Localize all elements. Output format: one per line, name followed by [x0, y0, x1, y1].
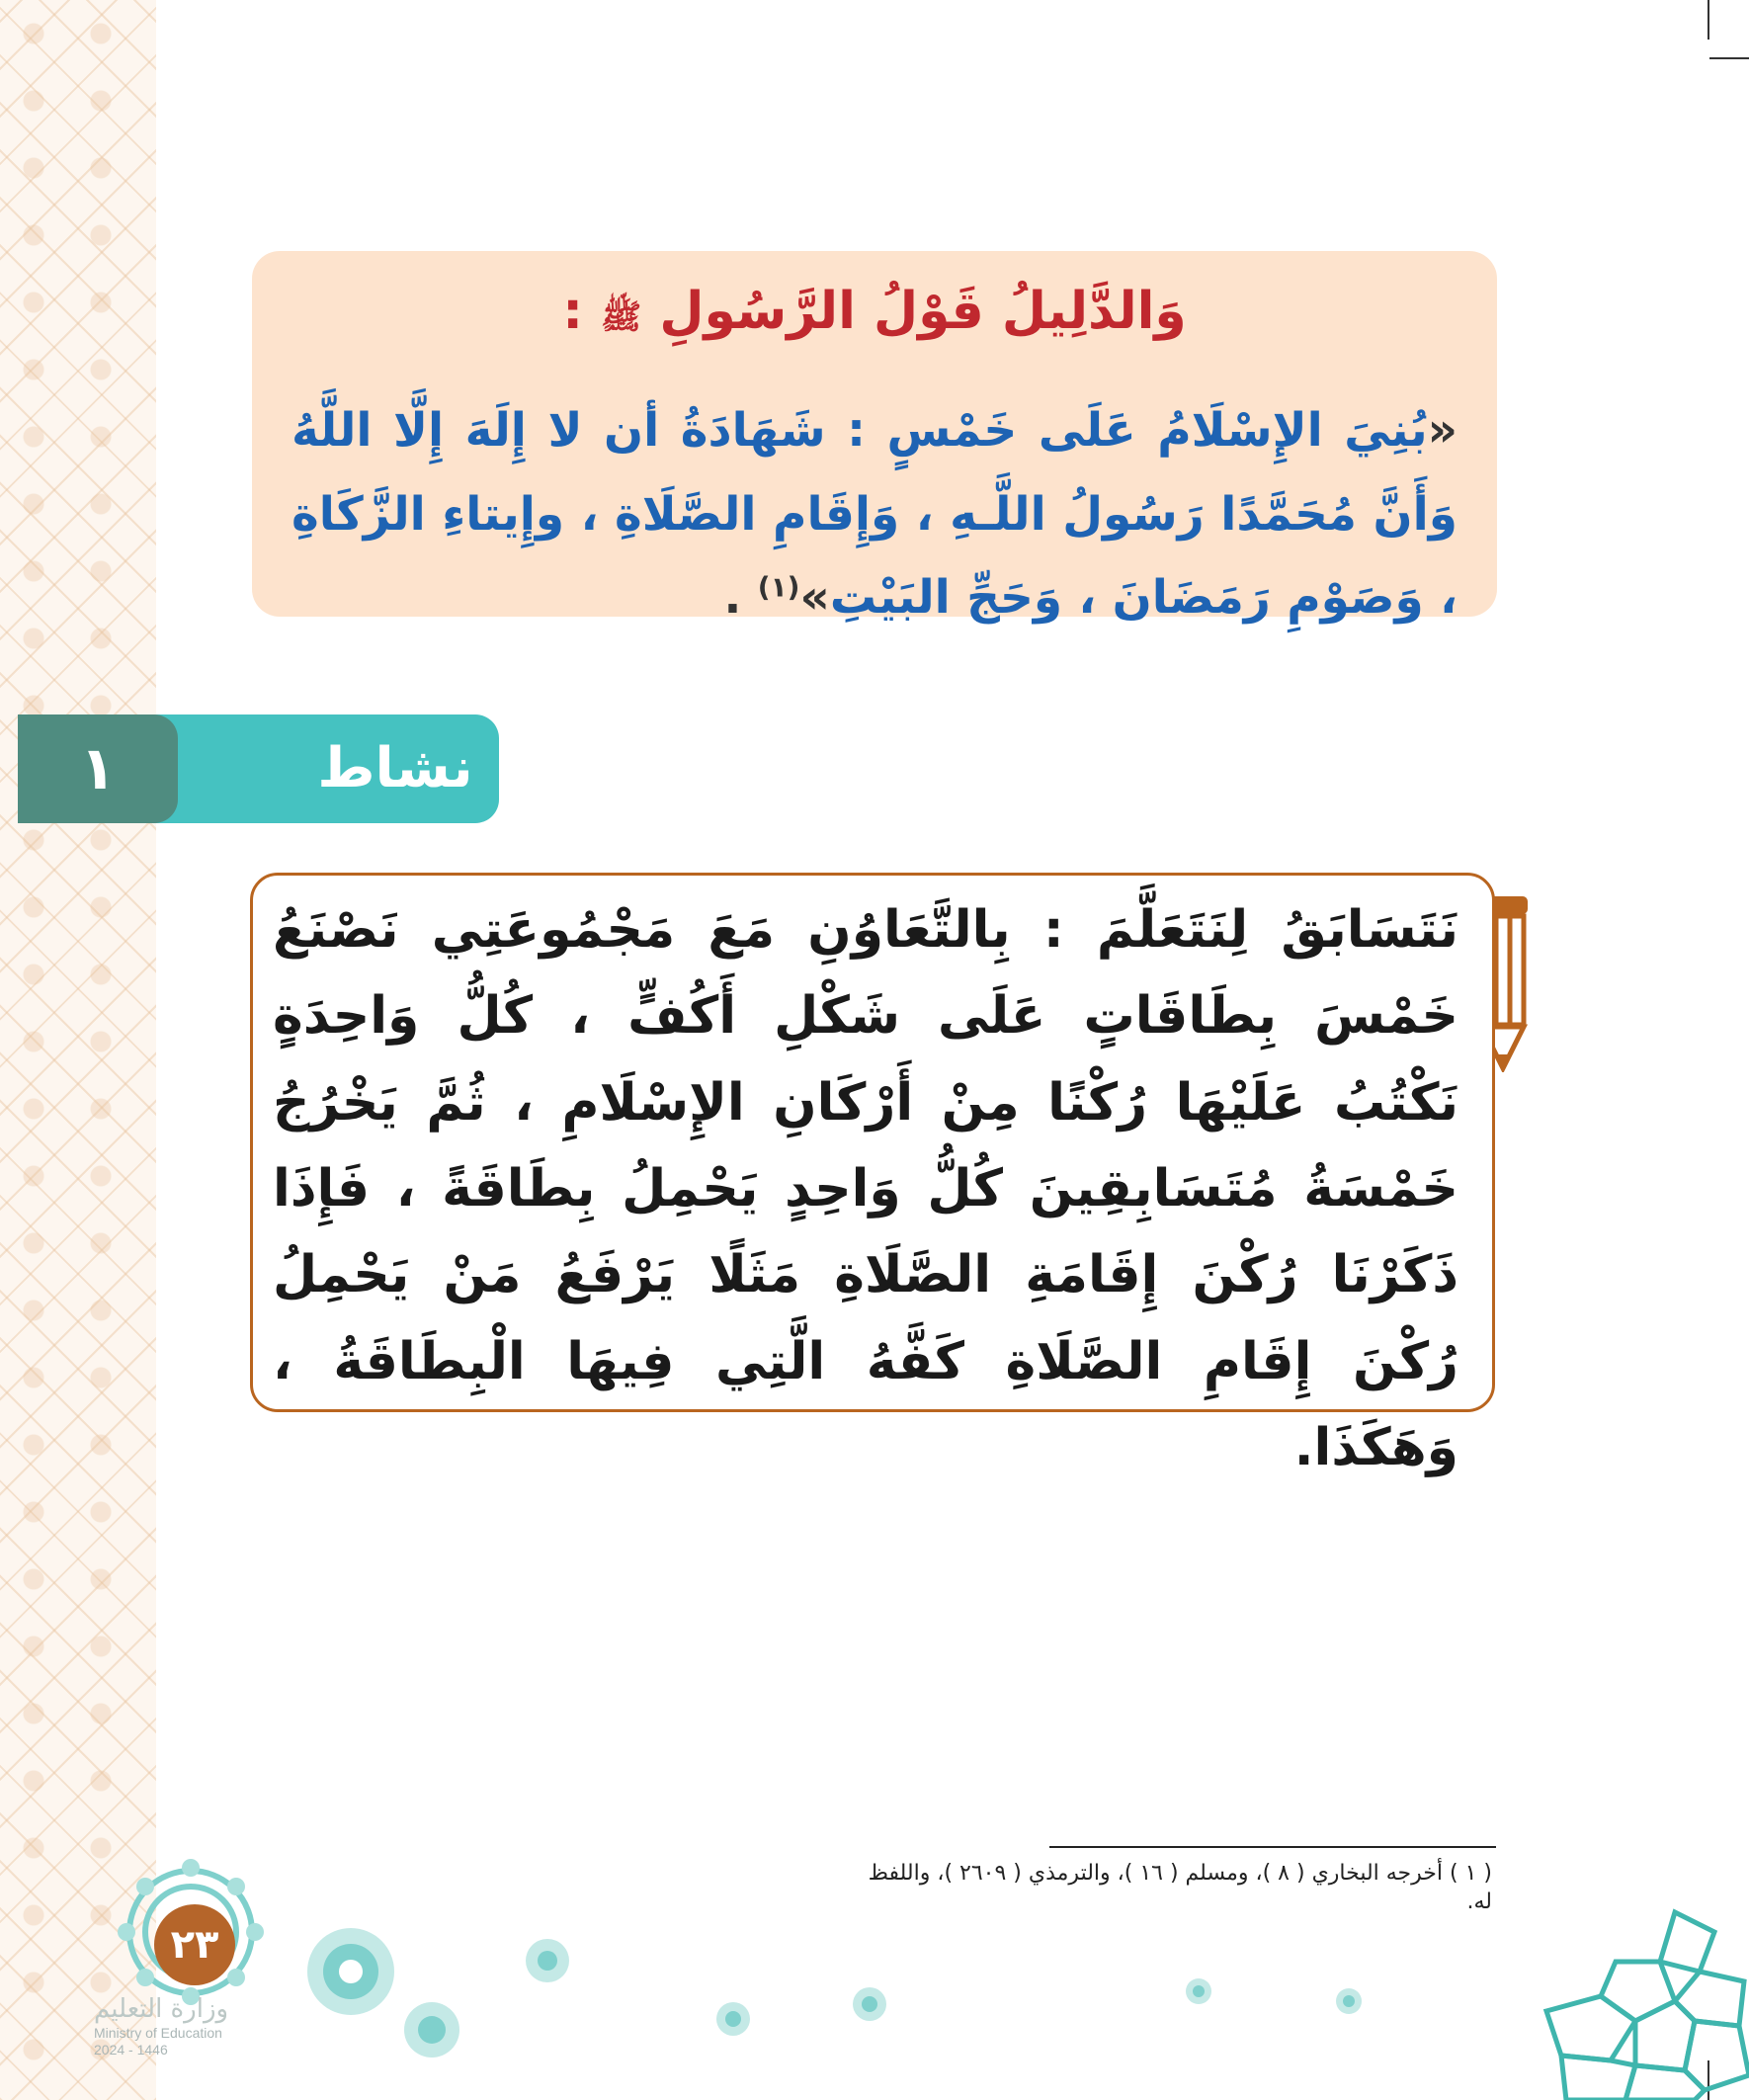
crop-mark: [1709, 57, 1749, 59]
hadith-card: [252, 251, 1497, 626]
decorative-rosette: [713, 1999, 753, 2039]
hadith-body-text: بُنِيَ الإِسْلَامُ عَلَى خَمْسٍ : شَهَادَةُ أن لا إِلَهَ إِلَّا اللَّهُ وَأَنَّ مُحَمَّدًا رَسُولُ اللَّـهِ ، وَإِقَامِ الصَّلَاةِ ، وإِيتاءِ الزَّكَاةِ ، وَصَوْمِ رَمَضَانَ ، وَحَجِّ البَيْتِ: [292, 403, 1458, 626]
close-quote: »: [799, 570, 830, 626]
activity-label: نشاط: [317, 736, 473, 800]
decorative-side-pattern: [0, 0, 156, 2100]
activity-number: ١: [18, 714, 178, 823]
hadith-title-text: وَالدَّلِيلُ قَوْلُ الرَّسُولِ: [659, 282, 1187, 341]
crop-mark: [1707, 0, 1709, 40]
activity-text: نَتَسَابَقُ لِنَتَعَلَّمَ : بِالتَّعَاوُنِ مَعَ مَجْمُوعَتِي نَصْنَعُ خَمْسَ بِطَاقَاتٍ عَلَى شَكْلِ أَكُفٍّ ، كُلُّ وَاحِدَةٍ نَكْتُبُ عَلَيْهَا رُكْنًا مِنْ أَرْكَانِ الإِسْلَامِ ، ثُمَّ يَخْرُجُ خَمْسَةُ مُتَسَابِقِينَ كُلُّ وَاحِدٍ يَحْمِلُ بِطَاقَةً ، فَإِذَا ذَكَرْنَا رُكْنَ إِقَامَةِ الصَّلَاةِ مَثَلًا يَرْفَعُ مَنْ يَحْمِلُ رُكْنَ إِقَامِ الصَّلَاةِ كَفَّهُ الَّتِي فِيهَا الْبِطَاقَةُ ، وَهَكَذَا.: [273, 900, 1458, 1478]
honorific-glyph: ﷺ: [601, 297, 642, 337]
hadith-title-colon: :: [562, 282, 584, 341]
activity-box: [250, 873, 1495, 1478]
decorative-rosette: [850, 1984, 889, 2024]
decorative-rosette: [1184, 1976, 1213, 2006]
page-number: ٢٣: [154, 1904, 235, 1985]
hadith-text: [292, 389, 1458, 640]
decorative-rosette: [522, 1935, 573, 1986]
ministry-watermark: [94, 1994, 228, 2058]
ministry-english: Ministry of Education: [94, 2025, 222, 2042]
ministry-year: 2024 - 1446: [94, 2041, 168, 2058]
decorative-rosette: [1334, 1986, 1364, 2016]
footnote-reference: (١): [757, 570, 800, 604]
decorative-rosette: [400, 1998, 463, 2061]
footnote-rule: [1049, 1846, 1496, 1848]
hadith-period: .: [723, 570, 742, 626]
hadith-title: [252, 281, 1497, 342]
ministry-arabic: وزارة التعليم: [94, 1994, 229, 2024]
decorative-rosette: [301, 1922, 400, 2021]
footnote: ( ١ ) أخرجه البخاري ( ٨ )، ومسلم ( ١٦ )، والترمذي ( ٢٦٠٩ )، واللفظ له.: [868, 1861, 1492, 1914]
open-quote: «: [1427, 403, 1458, 458]
decorative-corner-pattern: [1527, 1902, 1749, 2100]
